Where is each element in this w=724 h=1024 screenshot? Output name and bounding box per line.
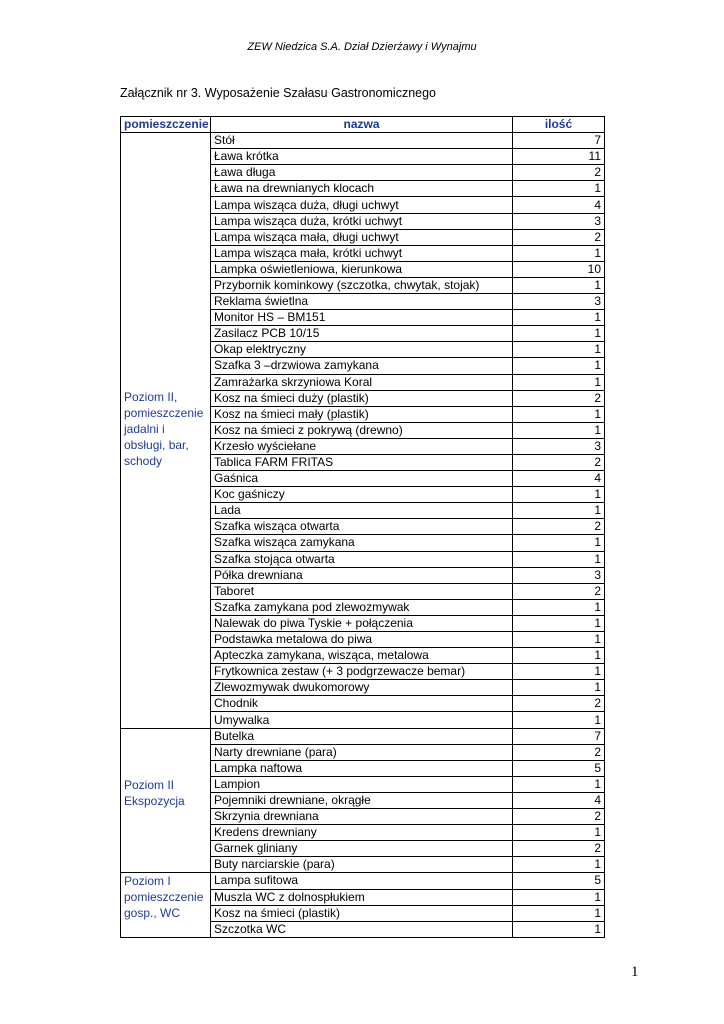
item-name-cell: Kosz na śmieci (plastik) xyxy=(211,905,513,921)
table-row xyxy=(121,728,605,744)
item-quantity-cell: 1 xyxy=(513,374,605,390)
item-name-cell: Ława na drewnianych klocach xyxy=(211,181,513,197)
item-quantity-cell: 1 xyxy=(513,857,605,873)
item-quantity-cell: 5 xyxy=(513,760,605,776)
item-quantity-cell: 3 xyxy=(513,294,605,310)
item-quantity-cell: 1 xyxy=(513,905,605,921)
item-quantity-cell: 1 xyxy=(513,487,605,503)
item-quantity-cell: 1 xyxy=(513,503,605,519)
item-name-cell: Lada xyxy=(211,503,513,519)
item-name-cell: Szafka wisząca otwarta xyxy=(211,519,513,535)
column-header-name: nazwa xyxy=(211,117,513,133)
item-name-cell: Lampka oświetleniowa, kierunkowa xyxy=(211,261,513,277)
item-quantity-cell: 4 xyxy=(513,471,605,487)
item-name-cell: Koc gaśniczy xyxy=(211,487,513,503)
item-quantity-cell: 2 xyxy=(513,841,605,857)
item-quantity-cell: 2 xyxy=(513,744,605,760)
item-quantity-cell: 1 xyxy=(513,599,605,615)
equipment-table xyxy=(120,116,605,938)
item-quantity-cell: 2 xyxy=(513,519,605,535)
item-quantity-cell: 3 xyxy=(513,567,605,583)
item-name-cell: Krzesło wyściełane xyxy=(211,438,513,454)
item-name-cell: Frytkownica zestaw (+ 3 podgrzewacze bemar) xyxy=(211,664,513,680)
page-number: 1 xyxy=(631,964,639,980)
item-name-cell: Lampa wisząca mała, długi uchwyt xyxy=(211,229,513,245)
item-name-cell: Okap elektryczny xyxy=(211,342,513,358)
item-quantity-cell: 2 xyxy=(513,454,605,470)
item-quantity-cell: 10 xyxy=(513,261,605,277)
table-body xyxy=(121,133,605,938)
item-quantity-cell: 1 xyxy=(513,535,605,551)
item-quantity-cell: 7 xyxy=(513,133,605,149)
item-quantity-cell: 4 xyxy=(513,197,605,213)
table-row xyxy=(121,873,605,889)
item-quantity-cell: 1 xyxy=(513,342,605,358)
item-name-cell: Ława krótka xyxy=(211,149,513,165)
item-quantity-cell: 4 xyxy=(513,792,605,808)
item-quantity-cell: 2 xyxy=(513,390,605,406)
item-name-cell: Lampa wisząca mała, krótki uchwyt xyxy=(211,245,513,261)
item-quantity-cell: 1 xyxy=(513,422,605,438)
item-quantity-cell: 2 xyxy=(513,229,605,245)
item-name-cell: Zlewozmywak dwukomorowy xyxy=(211,680,513,696)
item-quantity-cell: 1 xyxy=(513,406,605,422)
column-header-quantity: ilość xyxy=(513,117,605,133)
item-quantity-cell: 1 xyxy=(513,648,605,664)
item-quantity-cell: 1 xyxy=(513,825,605,841)
table-row xyxy=(121,133,605,149)
item-name-cell: Lampa wisząca duża, długi uchwyt xyxy=(211,197,513,213)
item-name-cell: Lampion xyxy=(211,776,513,792)
item-quantity-cell: 1 xyxy=(513,632,605,648)
item-name-cell: Zamrażarka skrzyniowa Koral xyxy=(211,374,513,390)
item-name-cell: Taboret xyxy=(211,583,513,599)
table-header-row xyxy=(121,117,605,133)
item-quantity-cell: 1 xyxy=(513,776,605,792)
item-name-cell: Zasilacz PCB 10/15 xyxy=(211,326,513,342)
item-name-cell: Stół xyxy=(211,133,513,149)
item-name-cell: Monitor HS – BM151 xyxy=(211,310,513,326)
item-quantity-cell: 1 xyxy=(513,712,605,728)
item-name-cell: Kosz na śmieci duży (plastik) xyxy=(211,390,513,406)
item-quantity-cell: 3 xyxy=(513,213,605,229)
item-name-cell: Gaśnica xyxy=(211,471,513,487)
item-name-cell: Szafka wisząca zamykana xyxy=(211,535,513,551)
item-quantity-cell: 1 xyxy=(513,277,605,293)
room-cell: Poziom II Ekspozycja xyxy=(121,728,211,873)
item-quantity-cell: 1 xyxy=(513,551,605,567)
item-name-cell: Ława długa xyxy=(211,165,513,181)
item-name-cell: Apteczka zamykana, wisząca, metalowa xyxy=(211,648,513,664)
item-quantity-cell: 3 xyxy=(513,438,605,454)
item-quantity-cell: 1 xyxy=(513,181,605,197)
item-name-cell: Chodnik xyxy=(211,696,513,712)
item-name-cell: Pojemniki drewniane, okrągłe xyxy=(211,792,513,808)
item-quantity-cell: 1 xyxy=(513,921,605,937)
item-quantity-cell: 1 xyxy=(513,615,605,631)
item-name-cell: Półka drewniana xyxy=(211,567,513,583)
item-name-cell: Podstawka metalowa do piwa xyxy=(211,632,513,648)
item-name-cell: Kredens drewniany xyxy=(211,825,513,841)
item-quantity-cell: 7 xyxy=(513,728,605,744)
item-quantity-cell: 1 xyxy=(513,889,605,905)
item-quantity-cell: 11 xyxy=(513,149,605,165)
item-name-cell: Szczotka WC xyxy=(211,921,513,937)
item-name-cell: Przybornik kominkowy (szczotka, chwytak, stojak) xyxy=(211,277,513,293)
column-header-room: pomieszczenie xyxy=(121,117,211,133)
item-quantity-cell: 1 xyxy=(513,326,605,342)
item-quantity-cell: 1 xyxy=(513,358,605,374)
item-quantity-cell: 1 xyxy=(513,310,605,326)
item-name-cell: Skrzynia drewniana xyxy=(211,809,513,825)
item-name-cell: Lampa wisząca duża, krótki uchwyt xyxy=(211,213,513,229)
item-name-cell: Narty drewniane (para) xyxy=(211,744,513,760)
item-quantity-cell: 2 xyxy=(513,165,605,181)
item-name-cell: Lampa sufitowa xyxy=(211,873,513,889)
item-name-cell: Garnek gliniany xyxy=(211,841,513,857)
item-quantity-cell: 2 xyxy=(513,809,605,825)
item-name-cell: Buty narciarskie (para) xyxy=(211,857,513,873)
page-header: ZEW Niedzica S.A. Dział Dzierżawy i Wynajmu xyxy=(247,41,477,53)
item-quantity-cell: 1 xyxy=(513,680,605,696)
item-quantity-cell: 2 xyxy=(513,696,605,712)
room-cell: Poziom II, pomieszczenie jadalni i obsługi, bar, schody xyxy=(121,133,211,728)
item-quantity-cell: 1 xyxy=(513,245,605,261)
item-name-cell: Butelka xyxy=(211,728,513,744)
item-quantity-cell: 5 xyxy=(513,873,605,889)
room-cell: Poziom I pomieszczenie gosp., WC xyxy=(121,873,211,937)
item-name-cell: Muszla WC z dolnospłukiem xyxy=(211,889,513,905)
item-name-cell: Szafka stojąca otwarta xyxy=(211,551,513,567)
item-name-cell: Kosz na śmieci z pokrywą (drewno) xyxy=(211,422,513,438)
item-name-cell: Umywalka xyxy=(211,712,513,728)
document-title: Załącznik nr 3. Wyposażenie Szałasu Gastronomicznego xyxy=(120,86,437,100)
item-quantity-cell: 1 xyxy=(513,664,605,680)
item-name-cell: Szafka 3 –drzwiowa zamykana xyxy=(211,358,513,374)
item-quantity-cell: 2 xyxy=(513,583,605,599)
item-name-cell: Reklama świetlna xyxy=(211,294,513,310)
item-name-cell: Lampka naftowa xyxy=(211,760,513,776)
item-name-cell: Szafka zamykana pod zlewozmywak xyxy=(211,599,513,615)
item-name-cell: Tablica FARM FRITAS xyxy=(211,454,513,470)
item-name-cell: Kosz na śmieci mały (plastik) xyxy=(211,406,513,422)
item-name-cell: Nalewak do piwa Tyskie + połączenia xyxy=(211,615,513,631)
